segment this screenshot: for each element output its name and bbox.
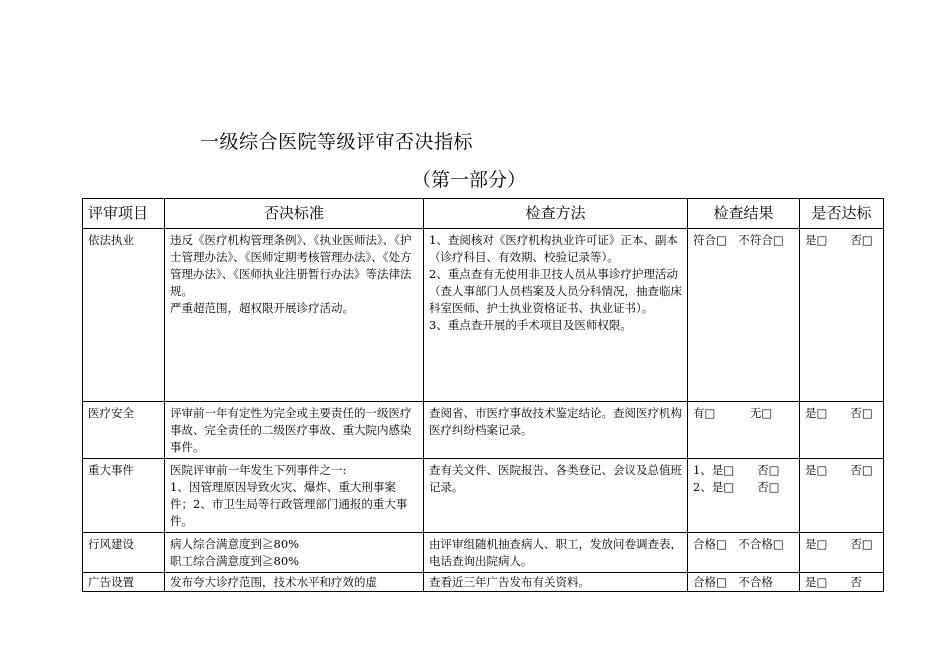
row-item: 行风建设 bbox=[83, 533, 165, 573]
row-item: 依法执业 bbox=[83, 229, 165, 402]
header-pass-status: 是否达标 bbox=[800, 199, 884, 229]
row-pass-checkboxes[interactable] bbox=[800, 402, 884, 459]
method-text: 1、查阅核对《医疗机构执业许可证》正本、副本（诊疗科目、有效期、校验记录等）。 bbox=[429, 233, 678, 264]
row-pass-checkboxes[interactable] bbox=[800, 533, 884, 573]
method-text: 查看近三年广告发布有关资料。 bbox=[429, 575, 590, 589]
pass-checkbox-text[interactable]: 是□ 否 bbox=[805, 575, 862, 589]
row-standard bbox=[165, 533, 424, 573]
method-text: 由评审组随机抽查病人、职工，发放问卷调查表，电话查询出院病人。 bbox=[429, 537, 682, 568]
row-pass-checkboxes[interactable] bbox=[800, 229, 884, 402]
row-result-checkboxes[interactable] bbox=[688, 459, 800, 533]
table-row bbox=[83, 533, 884, 573]
pass-checkbox-text[interactable]: 是□ 否□ bbox=[805, 406, 873, 420]
table-header-row bbox=[83, 199, 884, 229]
header-inspection-method: 检查方法 bbox=[424, 199, 688, 229]
row-item: 重大事件 bbox=[83, 459, 165, 533]
row-standard bbox=[165, 573, 424, 592]
row-result-checkboxes[interactable] bbox=[688, 402, 800, 459]
standard-text: 医院评审前一年发生下列事件之一: bbox=[170, 463, 347, 477]
standard-text: 发布夸大诊疗范围，技术水平和疗效的虚 bbox=[170, 575, 377, 589]
row-result-checkboxes[interactable] bbox=[688, 229, 800, 402]
method-text: 2、重点查有无使用非卫技人员从事诊疗护理活动（查人事部门人员档案及人员分科情况，抽查临床科室医师、护士执业资格证书、执业证书）。 bbox=[429, 267, 682, 315]
standard-text: 1、因管理原因导致火灾、爆炸、重大刑事案件；2、市卫生局等行政管理部门通报的重大事件。 bbox=[170, 480, 408, 528]
row-standard bbox=[165, 459, 424, 533]
document-subtitle: （第一部分） bbox=[412, 169, 527, 191]
header-inspection-result: 检查结果 bbox=[688, 199, 800, 229]
veto-indicator-table bbox=[82, 198, 884, 592]
header-review-item: 评审项目 bbox=[83, 199, 165, 229]
row-method bbox=[424, 573, 688, 592]
standard-text: 评审前一年有定性为完全或主要责任的一级医疗事故、完全责任的二级医疗事故、重大院内感染事件。 bbox=[170, 406, 412, 454]
header-veto-standard: 否决标准 bbox=[165, 199, 424, 229]
pass-checkbox-text[interactable]: 是□ 否□ bbox=[805, 463, 873, 477]
row-item: 广告设置 bbox=[83, 573, 165, 592]
result-checkbox-text[interactable]: 符合□ 不符合□ bbox=[693, 233, 784, 247]
standard-text: 职工综合满意度到≧80% bbox=[170, 554, 300, 568]
document-title: 一级综合医院等级评审否决指标 bbox=[200, 131, 474, 153]
table-row bbox=[83, 459, 884, 533]
row-item: 医疗安全 bbox=[83, 402, 165, 459]
result-checkbox-text[interactable]: 合格□ 不合格 bbox=[693, 575, 773, 589]
row-method bbox=[424, 229, 688, 402]
row-standard bbox=[165, 229, 424, 402]
result-checkbox-text[interactable]: 合格□ 不合格□ bbox=[693, 537, 784, 551]
row-result-checkboxes[interactable] bbox=[688, 573, 800, 592]
row-pass-checkboxes[interactable] bbox=[800, 573, 884, 592]
method-text: 3、重点查开展的手术项目及医师权限。 bbox=[429, 318, 632, 332]
result-checkbox-text[interactable]: 有□ 无□ bbox=[693, 406, 773, 420]
table-row bbox=[83, 573, 884, 592]
row-method bbox=[424, 459, 688, 533]
row-method bbox=[424, 533, 688, 573]
pass-checkbox-text[interactable]: 是□ 否□ bbox=[805, 233, 873, 247]
standard-text: 违反《医疗机构管理条例》、《执业医师法》、《护士管理办法》、《医师定期考核管理办法》、《处方管理办法》、《医师执业注册暂行办法》等法律法规。 bbox=[170, 233, 412, 298]
row-pass-checkboxes[interactable] bbox=[800, 459, 884, 533]
result-checkbox-text[interactable]: 2、是□ 否□ bbox=[693, 480, 780, 494]
method-text: 查阅省、市医疗事故技术鉴定结论。查阅医疗机构医疗纠纷档案记录。 bbox=[429, 406, 682, 437]
standard-text: 病人综合满意度到≧80% bbox=[170, 537, 300, 551]
row-method bbox=[424, 402, 688, 459]
table-row bbox=[83, 402, 884, 459]
method-text: 查有关文件、医院报告、各类登记、会议及总值班记录。 bbox=[429, 463, 682, 494]
result-checkbox-text[interactable]: 1、是□ 否□ bbox=[693, 463, 780, 477]
table-row bbox=[83, 229, 884, 402]
row-result-checkboxes[interactable] bbox=[688, 533, 800, 573]
pass-checkbox-text[interactable]: 是□ 否□ bbox=[805, 537, 873, 551]
standard-text: 严重超范围，超权限开展诊疗活动。 bbox=[170, 301, 354, 315]
row-standard bbox=[165, 402, 424, 459]
